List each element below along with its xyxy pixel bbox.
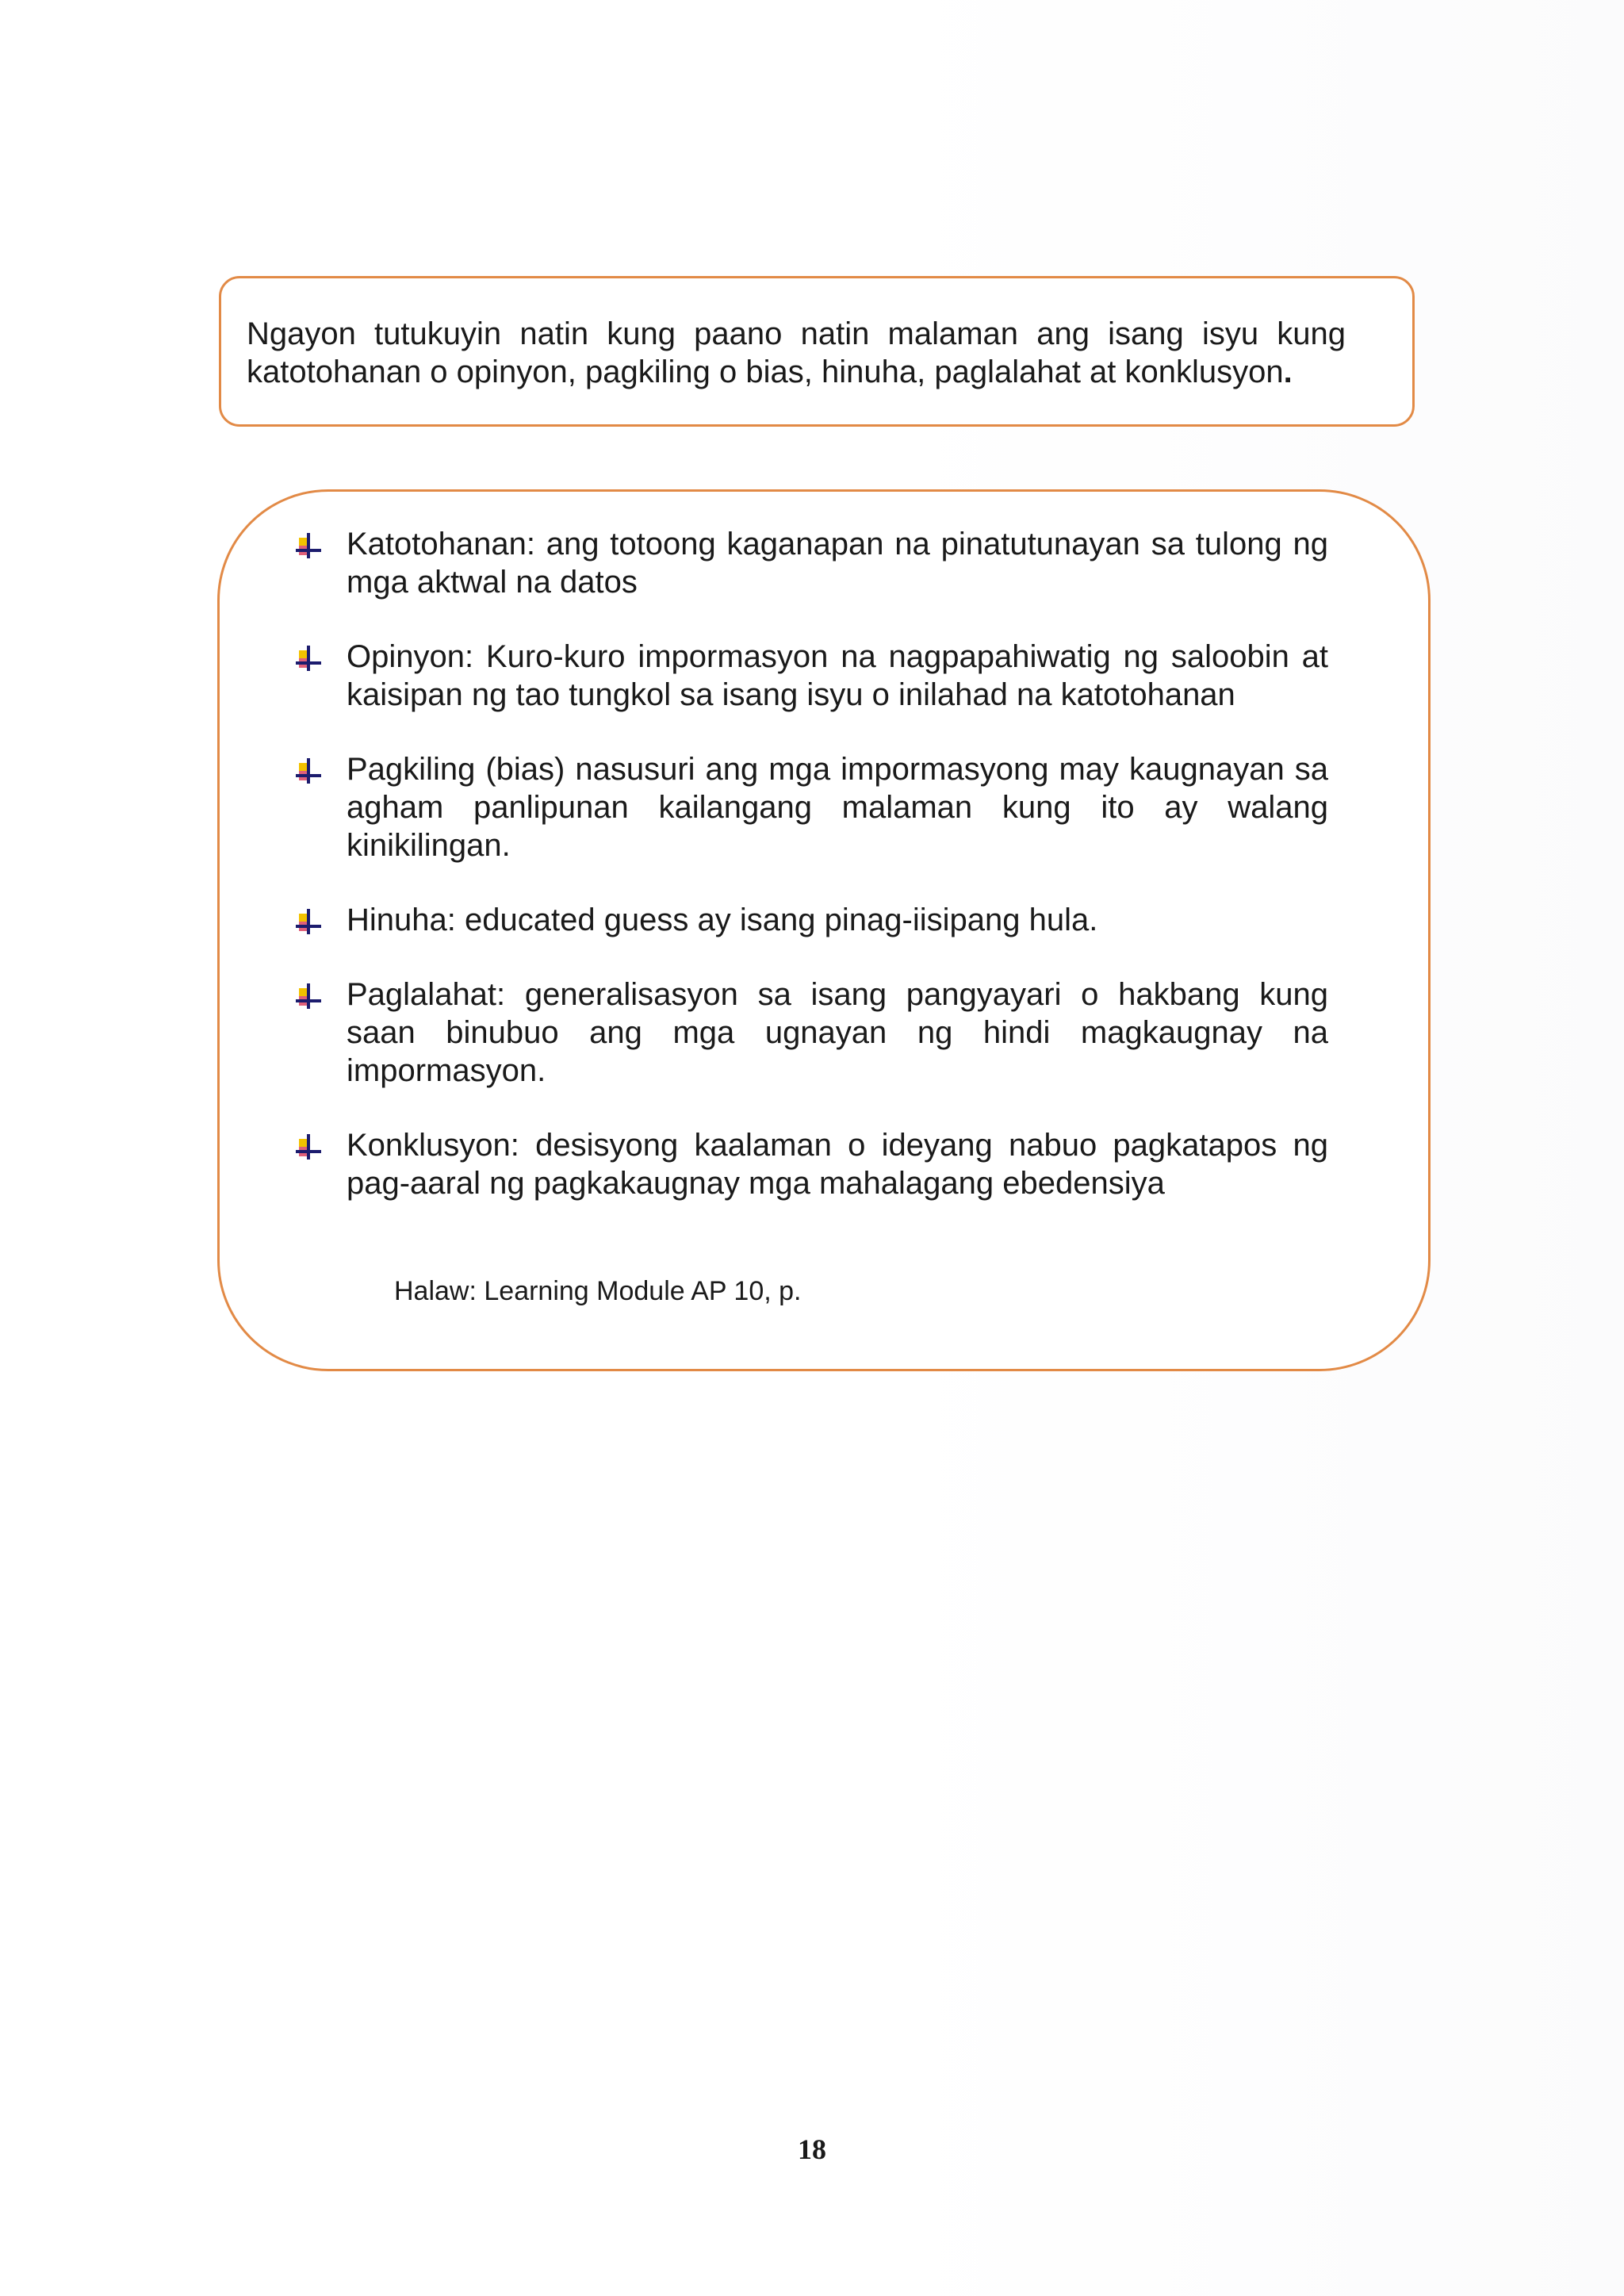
definition-item-pagkiling xyxy=(347,750,1328,864)
definition-item-konklusyon xyxy=(347,1126,1328,1202)
source-citation: Halaw: Learning Module AP 10, p. xyxy=(394,1276,802,1306)
definition-item-hinuha xyxy=(347,901,1328,939)
definition-item-katotohanan xyxy=(347,525,1328,601)
page-number: 18 xyxy=(798,2133,826,2165)
intro-text-body: Ngayon tutukuyin natin kung paano natin malaman ang isang isyu kung katotohanan o opinyon, pagkiling o bias, hinuha, paglalahat at konklusyon xyxy=(247,316,1346,389)
plus-cross-bullet-icon xyxy=(294,757,323,785)
definition-text: Konklusyon: desisyong kaalaman o ideyang nabuo pagkatapos ng pag-aaral ng pagkakaugnay mga mahalagang ebedensiya xyxy=(347,1128,1328,1201)
plus-cross-bullet-icon xyxy=(294,1133,323,1161)
plus-cross-bullet-icon xyxy=(294,644,323,673)
definitions-box xyxy=(217,489,1431,1371)
plus-cross-bullet-icon xyxy=(294,531,323,560)
plus-cross-bullet-icon xyxy=(294,982,323,1010)
plus-cross-bullet-icon xyxy=(294,907,323,936)
definition-item-opinyon xyxy=(347,638,1328,714)
definition-item-paglalahat xyxy=(347,976,1328,1090)
intro-box xyxy=(219,276,1415,427)
definition-text: Pagkiling (bias) nasusuri ang mga impormasyong may kaugnayan sa agham panlipunan kailangang malaman kung ito ay walang kinikilingan. xyxy=(347,752,1328,863)
definition-text: Paglalahat: generalisasyon sa isang pangyayari o hakbang kung saan binubuo ang mga ugnayan ng hindi magkaugnay na impormasyon. xyxy=(347,977,1328,1088)
intro-end-mark: . xyxy=(1283,355,1293,389)
definition-text: Katotohanan: ang totoong kaganapan na pinatutunayan sa tulong ng mga aktwal na datos xyxy=(347,527,1328,600)
definition-text: Hinuha: educated guess ay isang pinag-iisipang hula. xyxy=(347,903,1098,937)
intro-text xyxy=(247,315,1346,391)
definition-text: Opinyon: Kuro-kuro impormasyon na nagpapahiwatig ng saloobin at kaisipan ng tao tungkol sa isang isyu o inilahad na katotohanan xyxy=(347,639,1328,712)
